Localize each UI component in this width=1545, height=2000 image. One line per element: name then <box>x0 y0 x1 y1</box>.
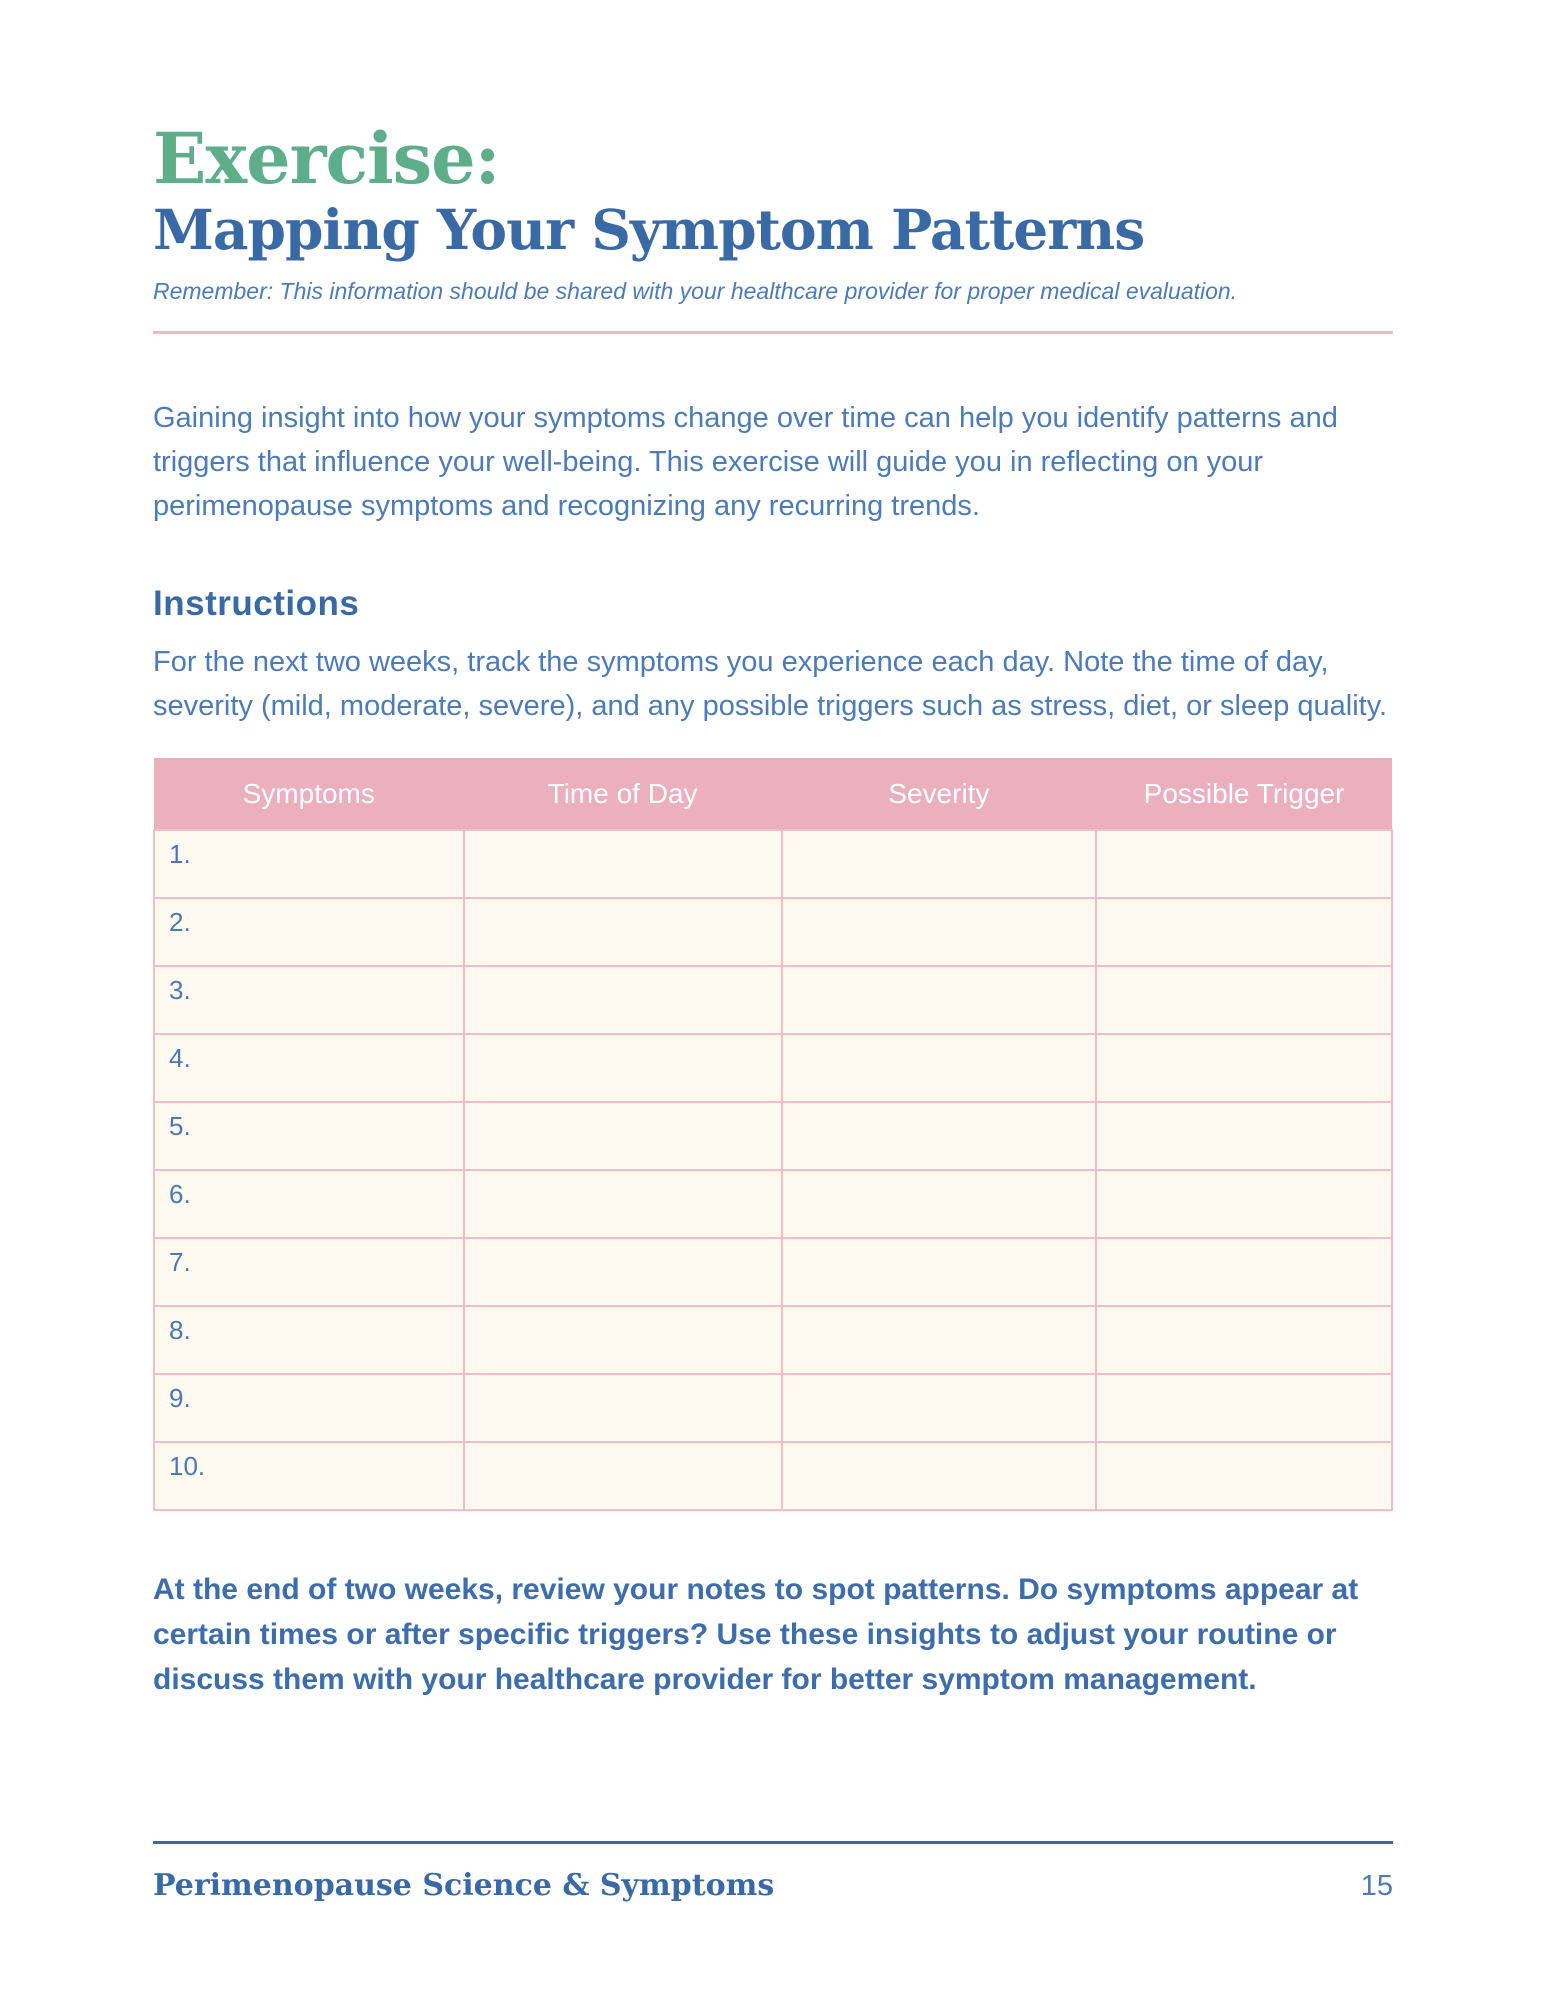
entry-cell <box>782 898 1096 966</box>
intro-paragraph: Gaining insight into how your symptoms change over time can help you identify patterns and triggers that influence your well-being. This exercise will guide you in reflecting on your perimenopause symptoms and recognizing any recurring trends. <box>153 402 1338 523</box>
entry-cell <box>782 830 1096 898</box>
page-title: Mapping Your Symptom Patterns <box>153 196 1145 262</box>
entry-cell <box>782 1306 1096 1374</box>
table-row <box>154 1306 1392 1374</box>
table-row <box>154 1442 1392 1510</box>
table-row <box>154 1238 1392 1306</box>
page-number: 15 <box>1360 1870 1393 1902</box>
row-label-cell: 10. <box>154 1442 464 1510</box>
entry-cell <box>464 966 782 1034</box>
entry-cell <box>1096 1170 1392 1238</box>
row-label-cell: 5. <box>154 1102 464 1170</box>
entry-cell <box>1096 1102 1392 1170</box>
table-row <box>154 1102 1392 1170</box>
entry-cell <box>464 1170 782 1238</box>
entry-cell <box>782 1374 1096 1442</box>
instructions-heading: Instructions <box>153 584 360 624</box>
column-header-possible-trigger: Possible Trigger <box>1096 758 1392 830</box>
entry-cell <box>464 1306 782 1374</box>
column-header-time-of-day: Time of Day <box>464 758 782 830</box>
table-row <box>154 966 1392 1034</box>
entry-cell <box>1096 966 1392 1034</box>
entry-cell <box>782 966 1096 1034</box>
row-label-cell: 6. <box>154 1170 464 1238</box>
row-label-cell: 7. <box>154 1238 464 1306</box>
entry-cell <box>464 1034 782 1102</box>
entry-cell <box>464 830 782 898</box>
entry-cell <box>782 1442 1096 1510</box>
row-label-cell: 3. <box>154 966 464 1034</box>
entry-cell <box>464 1442 782 1510</box>
column-header-symptoms: Symptoms <box>154 758 464 830</box>
entry-cell <box>1096 1238 1392 1306</box>
symptom-tracking-table <box>153 758 1393 1511</box>
row-label-cell: 2. <box>154 898 464 966</box>
table-row <box>154 1034 1392 1102</box>
entry-cell <box>1096 1306 1392 1374</box>
page-title-prefix: Exercise: <box>153 117 500 200</box>
entry-cell <box>1096 1034 1392 1102</box>
entry-cell <box>782 1170 1096 1238</box>
column-header-severity: Severity <box>782 758 1096 830</box>
entry-cell <box>1096 898 1392 966</box>
table-row <box>154 898 1392 966</box>
instructions-paragraph: For the next two weeks, track the symptoms you experience each day. Note the time of day, severity (mild, moderate, severe), and any possible triggers such as stress, diet, or sleep quality. <box>153 646 1388 723</box>
table-row <box>154 830 1392 898</box>
row-label-cell: 4. <box>154 1034 464 1102</box>
entry-cell <box>782 1034 1096 1102</box>
closing-paragraph: At the end of two weeks, review your notes to spot patterns. Do symptoms appear at certain times or after specific triggers? Use these insights to adjust your routine or discuss them with your healthcare provider for better symptom management. <box>153 1573 1359 1697</box>
book-title: Perimenopause Science & Symptoms <box>153 1868 775 1903</box>
entry-cell <box>464 1102 782 1170</box>
page-footer <box>153 1841 1393 1903</box>
entry-cell <box>1096 830 1392 898</box>
page-subtitle: Remember: This information should be shared with your healthcare provider for proper medical evaluation. <box>153 278 1238 304</box>
row-label-cell: 1. <box>154 830 464 898</box>
entry-cell <box>782 1238 1096 1306</box>
header-divider <box>153 331 1393 334</box>
row-label-cell: 9. <box>154 1374 464 1442</box>
entry-cell <box>464 898 782 966</box>
entry-cell <box>1096 1374 1392 1442</box>
footer-divider <box>153 1841 1393 1844</box>
entry-cell <box>464 1374 782 1442</box>
table-row <box>154 1170 1392 1238</box>
row-label-cell: 8. <box>154 1306 464 1374</box>
entry-cell <box>1096 1442 1392 1510</box>
table-header-row <box>154 758 1392 830</box>
page-content <box>153 0 1393 1702</box>
table-row <box>154 1374 1392 1442</box>
entry-cell <box>782 1102 1096 1170</box>
entry-cell <box>464 1238 782 1306</box>
